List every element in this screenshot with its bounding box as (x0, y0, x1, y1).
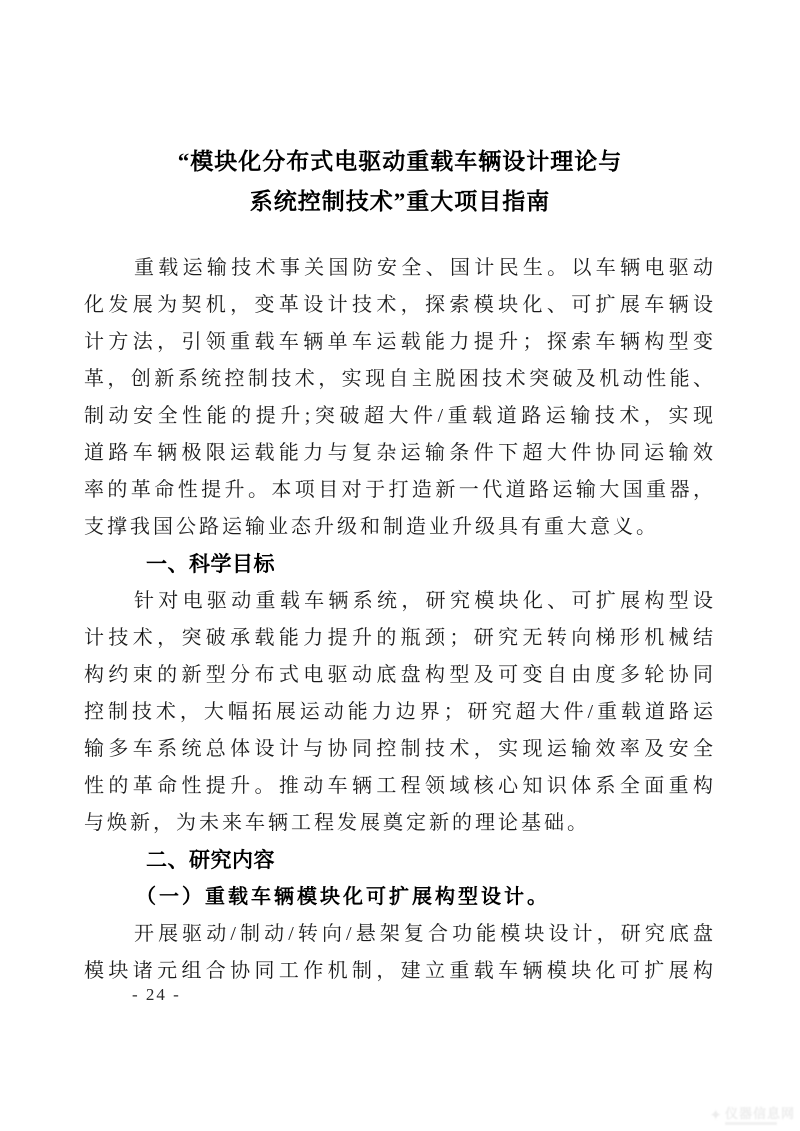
body-text-line: 率的革命性提升。本项目对于打造新一代道路运输大国重器， (84, 479, 716, 501)
document-title-line2: 系统控制技术”重大项目指南 (249, 189, 551, 214)
body-text-line: 计技术，突破承载能力提升的瓶颈；研究无转向梯形机械结 (84, 627, 716, 649)
sparkle-icon: ✦ (709, 1107, 722, 1124)
page-number: - 24 - (132, 985, 181, 1004)
watermark-underline (725, 1122, 777, 1125)
section-heading: 二、研究内容 (146, 849, 275, 872)
body-text-line: 输多车系统总体设计与协同控制技术，实现运输效率及安全 (84, 738, 716, 760)
document-title-line1: “模块化分布式电驱动重载车辆设计理论与 (177, 149, 623, 174)
body-text-line: 化发展为契机，变革设计技术，探索模块化、可扩展车辆设 (84, 294, 716, 316)
document-title (84, 142, 716, 222)
body-text-line: 制动安全性能的提升;突破超大件/重载道路运输技术，实现 (84, 405, 716, 427)
body-text-line: 针对电驱动重载车辆系统，研究模块化、可扩展构型设 (134, 590, 716, 612)
body-text-line: 模块诸元组合协同工作机制，建立重载车辆模块化可扩展构 (84, 960, 716, 982)
watermark-text: 仪器信息网 (724, 1106, 795, 1121)
watermark-text-group (725, 1107, 795, 1125)
body-text-line: 支撑我国公路运输业态升级和制造业升级具有重大意义。 (84, 516, 659, 538)
subsection-heading: （一）重载车辆模块化可扩展构型设计。 (136, 886, 550, 908)
watermark (709, 1107, 795, 1125)
section-heading: 一、科学目标 (146, 553, 275, 576)
body-text-line: 开展驱动/制动/转向/悬架复合功能模块设计，研究底盘 (134, 923, 716, 945)
body-text-line: 计方法，引领重载车辆单车运载能力提升；探索车辆构型变 (84, 331, 716, 353)
body-text-line: 重载运输技术事关国防安全、国计民生。以车辆电驱动 (134, 257, 716, 279)
body-text-line: 性的革命性提升。推动车辆工程领域核心知识体系全面重构 (84, 775, 716, 797)
body-text-line: 与焕新，为未来车辆工程发展奠定新的理论基础。 (84, 812, 590, 834)
document-flow (84, 250, 716, 990)
document-content (0, 142, 800, 1008)
body-text-line: 革，创新系统控制技术，实现自主脱困技术突破及机动性能、 (84, 368, 716, 390)
body-text-line: 道路车辆极限运载能力与复杂运输条件下超大件协同运输效 (84, 442, 716, 464)
body-text-line: 控制技术，大幅拓展运动能力边界；研究超大件/重载道路运 (84, 701, 716, 723)
body-text-line: 构约束的新型分布式电驱动底盘构型及可变自由度多轮协同 (84, 664, 716, 686)
